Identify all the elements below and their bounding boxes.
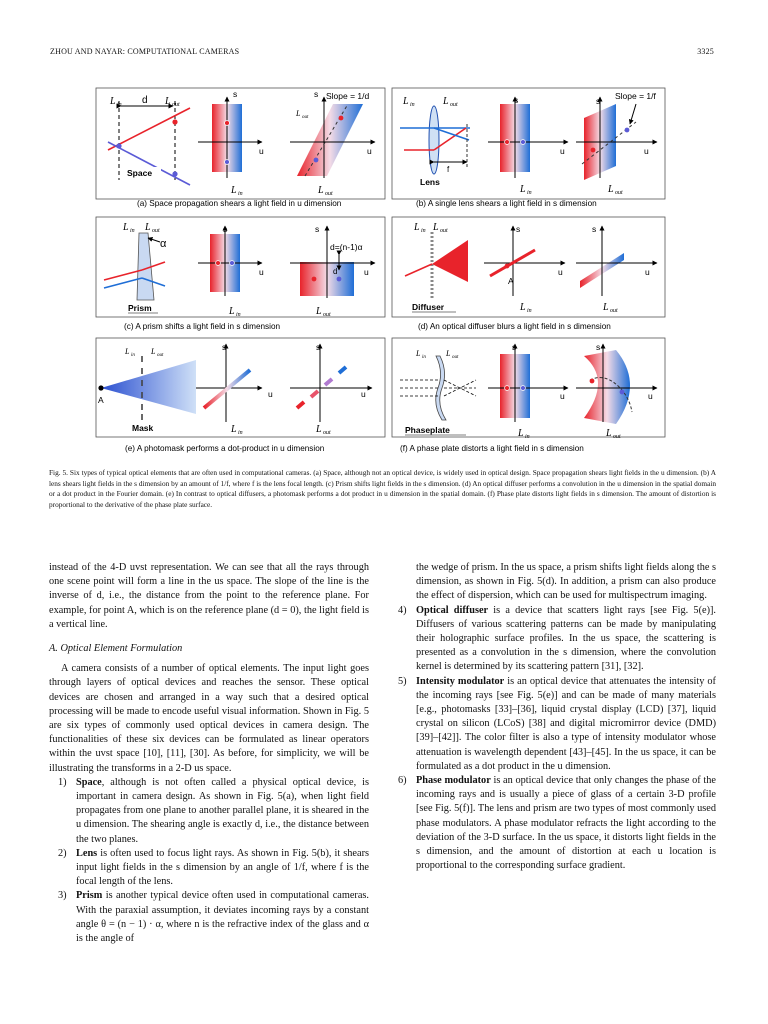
svg-text:d=(n-1)α: d=(n-1)α — [330, 242, 363, 252]
panel-e-caption: (e) A photomask performs a dot-product in u dimension — [125, 444, 325, 453]
svg-text:out: out — [613, 434, 621, 440]
svg-text:s: s — [596, 96, 601, 106]
svg-text:s: s — [512, 342, 517, 352]
panel-d-caption: (d) An optical diffuser blurs a light field in s dimension — [418, 322, 611, 331]
svg-text:s: s — [596, 342, 601, 352]
svg-text:in: in — [527, 190, 532, 196]
svg-text:u: u — [648, 391, 653, 401]
svg-text:u: u — [364, 267, 369, 277]
svg-text:in: in — [117, 102, 122, 108]
svg-text:out: out — [323, 312, 331, 318]
svg-text:A: A — [508, 276, 514, 286]
svg-text:in: in — [527, 308, 532, 314]
svg-text:s: s — [316, 342, 321, 352]
panel-f-phaseplate — [400, 342, 657, 453]
panel-e-mask — [98, 342, 372, 453]
svg-text:out: out — [152, 228, 160, 234]
svg-text:s: s — [592, 224, 597, 234]
svg-text:in: in — [236, 312, 241, 318]
svg-text:in: in — [422, 355, 426, 360]
svg-text:in: in — [130, 228, 135, 234]
section-heading: A. Optical Element Formulation — [49, 643, 183, 655]
svg-text:s: s — [223, 224, 228, 234]
svg-text:s: s — [314, 89, 319, 99]
figure-caption: Fig. 5. Six types of typical optical elements that are often used in computational cameras. (a) Space, although not an optical device, is widely used in optical design. Space propagation shears light fields in the u dimension. (b) A lens shears light fields in the s dimension by an amount of 1/f, where f is the lens focal length. (c) Prism shifts light fields in the s dimension. (d) An optical diffuser performs a convolution in the u dimension in the spatial domain or a dot product in the Fourier domain. (e) In contrast to optical diffusers, a photomask performs a dot product in u dimension in the spatial domain. (f) Phase plate distorts light fields in s dimension. The amount of distortion is proportional to the derivative of the phase plate surface. — [49, 468, 716, 509]
svg-text:A: A — [98, 395, 104, 405]
list-item: 1) Space, although is not often called a physical optical device, is important in camera design. As shown in Fig. 5(a), when light field propagates from one plane to another parallel plane, it is sheared in the u dimension. The shearing angle is exactly d, i.e., the distance between the two planes. — [58, 776, 369, 845]
svg-text:L: L — [446, 349, 451, 358]
left-column — [49, 561, 369, 946]
panel-a-space — [108, 89, 375, 208]
svg-text:in: in — [525, 434, 530, 440]
svg-text:L: L — [151, 347, 156, 356]
svg-text:L: L — [518, 428, 524, 439]
svg-text:L: L — [145, 222, 151, 233]
panel-f-label: Phaseplate — [405, 425, 450, 435]
svg-text:u: u — [259, 146, 264, 156]
svg-text:s: s — [222, 342, 227, 352]
svg-text:L: L — [296, 109, 301, 118]
svg-text:L: L — [608, 184, 614, 195]
svg-text:u: u — [361, 389, 366, 399]
svg-text:L: L — [231, 424, 237, 435]
svg-text:L: L — [318, 185, 324, 196]
svg-text:s: s — [233, 89, 238, 99]
panel-c-caption: (c) A prism shifts a light field in s dimension — [124, 322, 281, 331]
panel-b-caption: (b) A single lens shears a light field in s dimension — [416, 199, 597, 208]
svg-text:L: L — [316, 424, 322, 435]
svg-text:u: u — [560, 391, 565, 401]
figure-5 — [0, 0, 768, 470]
svg-text:α: α — [160, 238, 167, 250]
svg-text:L: L — [165, 96, 171, 107]
svg-text:L: L — [433, 222, 439, 233]
svg-text:s: s — [516, 224, 521, 234]
running-header: ZHOU AND NAYAR: COMPUTATIONAL CAMERAS — [50, 47, 240, 56]
svg-text:out: out — [302, 115, 309, 120]
svg-text:out: out — [157, 353, 164, 358]
page-number: 3325 — [697, 47, 714, 56]
svg-text:u: u — [644, 146, 649, 156]
list-item: 3) Prism is another typical device often used in computational cameras. With the paraxial assumption, it deviates incoming rays by a constant angle θ = (n − 1) · α, where n is the refractive index of the glass and α is the angle of — [58, 890, 369, 945]
svg-text:L: L — [316, 306, 322, 317]
list-item: 6) Phase modulator is an optical device that only changes the phase of the incoming rays and is usually a piece of glass of a certain 3-D profile [see Fig. 5(f)]. The lens and prism are two types of most commonly used phase modulators. A phase modulator refracts the light according to the deviation of the 3-D surface. In the us space, it distorts light fields in the s dimension, and the amount of distortion at each u location is proportional to the corresponding surface gradient. — [398, 775, 716, 872]
svg-text:out: out — [452, 355, 459, 360]
svg-text:out: out — [172, 102, 180, 108]
svg-text:L: L — [520, 184, 526, 195]
paragraph: A camera consists of a number of optical elements. The input light goes through layers of optical devices and reaches the sensor. These optical devices are chosen and arranged in a way such that a desired optical processing will be made to encode useful visual information. Shown in Fig. 5 are six types of commonly used optical devices in camera design. The functionalities of these six devices can be formulated as linear operators within the uvst space [10], [11], [30]. As before, for simplicity, we will be illustrating the transforms in a 2-D us space. — [49, 663, 369, 774]
svg-text:L: L — [125, 347, 130, 356]
svg-text:in: in — [238, 191, 243, 197]
svg-text:in: in — [131, 353, 135, 358]
panel-c-label: Prism — [128, 303, 152, 313]
panel-b-label: Lens — [420, 177, 440, 187]
svg-text:out: out — [323, 430, 331, 436]
svg-text:in: in — [238, 430, 243, 436]
panel-e-label: Mask — [132, 423, 154, 433]
svg-text:out: out — [450, 102, 458, 108]
svg-text:f: f — [447, 165, 450, 174]
paragraph: the wedge of prism. In the us space, a prism shifts light fields along the s dimension, as shown in Fig. 5(d). In addition, a prism can also produce the effect of dispersion, which can be used for multispectrum imaging. — [416, 562, 716, 602]
list-item: 5) Intensity modulator is an optical device that attenuates the intensity of the incoming rays [see Fig. 5(e)] and can be made of many materials [e.g., photomasks [33]–[36], liquid crystal display (LCD) [37], liquid crystal on silicon (LCoS) [38] and digital micromirror device (DMD) [39]–[42]]. The color filter is also a type of intensity modulator whose attenuation is wavelength dependent [43]–[45]. In the us space, it can be formulated as a dot product in the u dimension. — [398, 675, 716, 772]
svg-text:in: in — [410, 102, 415, 108]
svg-text:u: u — [645, 267, 650, 277]
svg-text:L: L — [416, 349, 421, 358]
svg-text:s: s — [514, 95, 519, 105]
svg-text:out: out — [615, 190, 623, 196]
svg-text:Slope = 1/f: Slope = 1/f — [615, 91, 656, 101]
svg-text:L: L — [231, 185, 237, 196]
panel-b-lens — [400, 91, 657, 208]
svg-text:out: out — [440, 228, 448, 234]
svg-text:u: u — [560, 146, 565, 156]
svg-text:out: out — [610, 308, 618, 314]
list-item: 2) Lens is often used to focus light rays. As shown in Fig. 5(b), it shears input light fields in the s dimension by an angle of 1/f, where f is the focal length of the lens. — [58, 847, 369, 888]
svg-text:out: out — [325, 191, 333, 197]
svg-text:L: L — [403, 96, 409, 107]
list-item: 4) Optical diffuser is a device that scatters light rays [see Fig. 5(e)]. Diffusers of various scattering patterns can be made by manipulating their holographic surface profiles. In the us space, the scattering is presented as a convolution in the s dimension, where the convolution kernel is determined by its scattering pattern [31], [32]. — [398, 604, 716, 673]
svg-text:L: L — [110, 96, 116, 107]
svg-text:L: L — [520, 302, 526, 313]
svg-text:d: d — [142, 95, 148, 106]
panel-d-diffuser — [405, 222, 657, 331]
svg-text:u: u — [259, 267, 264, 277]
svg-text:Slope = 1/d: Slope = 1/d — [326, 91, 370, 101]
panel-f-caption: (f) A phase plate distorts a light field in s dimension — [400, 444, 584, 453]
panel-a-caption: (a) Space propagation shears a light field in u dimension — [137, 199, 342, 208]
paragraph: instead of the 4-D uvst representation. We can see that all the rays through one scene point will form a line in the us space. The slope of the line is the inverse of d, i.e., the distance from the point to the reference plane. For example, for point A, which is on the reference plane (d = 0), the light field is a vertical line. — [49, 562, 369, 630]
svg-text:d: d — [333, 267, 338, 276]
right-column — [396, 561, 716, 873]
svg-text:u: u — [558, 267, 563, 277]
svg-text:L: L — [229, 306, 235, 317]
svg-text:L: L — [123, 222, 129, 233]
panel-d-label: Diffuser — [412, 302, 445, 312]
panel-a-label: Space — [127, 168, 153, 178]
svg-text:L: L — [414, 222, 420, 233]
svg-text:in: in — [421, 228, 426, 234]
svg-text:L: L — [443, 96, 449, 107]
panel-c-prism — [104, 222, 375, 331]
svg-text:u: u — [367, 146, 372, 156]
svg-text:u: u — [268, 389, 273, 399]
svg-text:s: s — [315, 224, 320, 234]
svg-text:L: L — [603, 302, 609, 313]
svg-text:L: L — [606, 428, 612, 439]
